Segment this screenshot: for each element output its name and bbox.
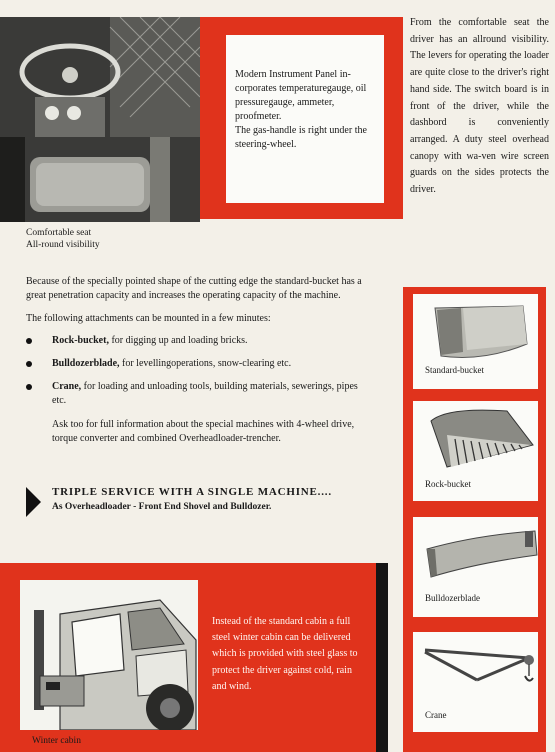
- attachments-intro: The following attachments can be mounted in a few minutes:: [26, 313, 271, 324]
- seat-caption-line2: All-round visibility: [26, 240, 100, 250]
- list-item: Crane, for loading and unloading tools, building materials, sewerings, pipes etc.: [26, 380, 366, 408]
- attachment-label: Bulldozerblade: [425, 593, 480, 603]
- winter-cabin-caption: Winter cabin: [32, 736, 81, 746]
- attachment-label: Rock-bucket: [425, 479, 471, 489]
- bulldozer-blade-icon: [417, 525, 541, 585]
- seat-caption: [26, 227, 100, 251]
- seat-caption-line1: Comfortable seat: [26, 228, 92, 238]
- attachment-label: Crane: [425, 710, 447, 720]
- list-item: Rock-bucket, for digging up and loading bricks.: [26, 334, 366, 348]
- triangle-arrow-icon: [26, 487, 41, 517]
- winter-cabin-photo: [20, 580, 198, 730]
- attachments-red-column: [403, 287, 546, 752]
- list-item: Bulldozerblade, for levellingoperations, snow-clearing etc.: [26, 357, 366, 371]
- bullet-icon: [26, 338, 32, 344]
- seat-photo: [0, 17, 200, 222]
- attachment-card: [413, 632, 538, 732]
- bucket-intro: Because of the specially pointed shape of the cutting edge the standard-bucket has a great penetration capacity and increases the operating capacity of the machine.: [26, 276, 362, 301]
- black-divider-strip: [376, 563, 388, 752]
- attachment-card: [413, 401, 538, 501]
- ask-text: Ask too for full information about the special machines with 4-wheel drive, torque converter and combined Overheadloader-trencher.: [52, 419, 355, 444]
- attachment-card: [413, 517, 538, 617]
- headline: TRIPLE SERVICE WITH A SINGLE MACHINE....: [52, 486, 332, 498]
- middle-text: [26, 275, 366, 446]
- visibility-text: From the comfortable seat the driver has an allround visibility. The levers for operating the loader are quite close to the driver's right hand side. The switch board is in front of the driver, while the dashbord is conveniently arranged. A duty steel overhead canopy with wa-ven wire screen guards on the sides protects the driver.: [410, 17, 549, 196]
- winter-cabin-text: Instead of the standard cabin a full steel winter cabin can be delivered which is provided with steel glass to protect the driver against cold, rain and wind.: [212, 616, 358, 692]
- standard-bucket-icon: [423, 300, 531, 362]
- subheadline: As Overheadloader - Front End Shovel and Bulldozer.: [52, 502, 272, 512]
- gas-handle-text: The gas-handle is right under the steering-wheel.: [235, 125, 367, 150]
- attachment-card: [413, 294, 538, 389]
- rock-bucket-icon: [427, 405, 537, 473]
- crane-icon: [417, 636, 543, 696]
- bullet-icon: [26, 361, 32, 367]
- bullet-icon: [26, 384, 32, 390]
- attachment-label: Standard-bucket: [425, 365, 484, 375]
- instrument-text: Modern Instrument Panel in-corporates temperaturegauge, oil pressuregauge, ammeter, proofmeter.: [235, 69, 367, 122]
- instrument-panel-card: [226, 35, 384, 203]
